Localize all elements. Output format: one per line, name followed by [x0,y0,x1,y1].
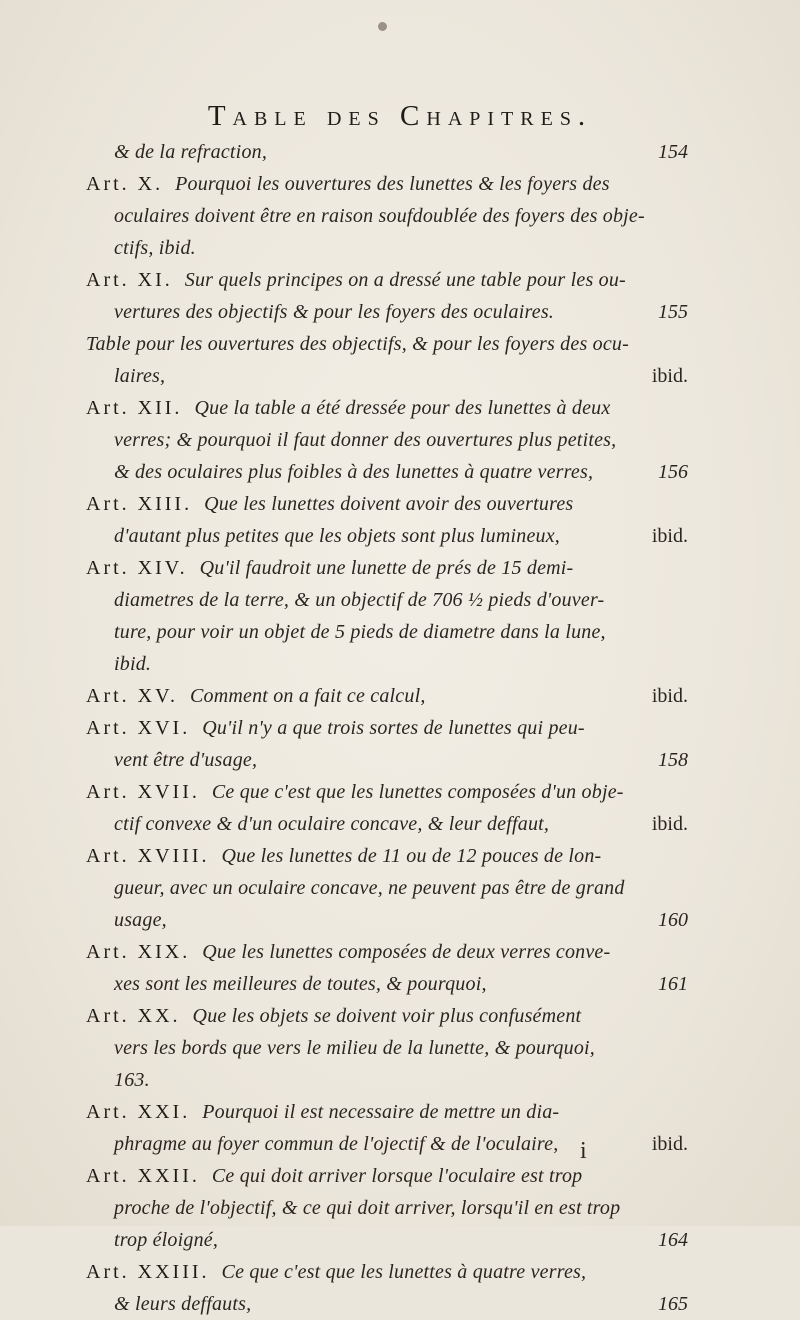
toc-line [86,200,688,232]
page-reference: ibid. [651,813,688,835]
toc-line [86,1032,688,1064]
chapter-text: Que la table a été dressée pour des lunettes à deux [194,397,611,419]
chapter-text: xes sont les meilleures de toutes, & pourquoi, [114,973,487,995]
page-reference: ibid. [651,1133,688,1155]
chapter-text: phragme au foyer commun de l'ojectif & de l'oculaire, [114,1133,559,1155]
toc-line [86,168,688,200]
ink-mark [378,22,387,31]
toc-line [86,808,688,840]
chapter-text: Sur quels principes on a dressé une table pour les ou- [184,269,626,291]
toc-line [86,840,688,872]
chapter-text: & des oculaires plus foibles à des lunettes à quatre verres, [114,461,594,483]
chapter-text: diametres de la terre, & un objectif de 706 ½ pieds d'ouver- [114,589,605,611]
toc-line [86,776,688,808]
page-reference: 160 [658,909,688,931]
toc-line [86,488,688,520]
article-number: Art. X. [86,173,164,195]
chapter-text: Table pour les ouvertures des objectifs, & pour les foyers des ocu- [86,333,629,355]
chapter-text: Ce qui doit arriver lorsque l'oculaire est trop [211,1165,583,1187]
chapter-text: d'autant plus petites que les objets sont plus lumineux, [114,525,560,547]
toc-line [86,552,688,584]
toc-line [86,648,688,680]
toc-line [86,232,688,264]
chapter-text: 163. [114,1069,150,1091]
chapter-text: ctif convexe & d'un oculaire concave, & leur deffaut, [114,813,550,835]
chapter-text: proche de l'objectif, & ce qui doit arriver, lorsqu'il en est trop [114,1197,621,1219]
toc-line [86,680,688,712]
chapter-text: laires, [114,365,166,387]
toc-line [86,968,688,1000]
chapter-text: gueur, avec un oculaire concave, ne peuvent pas être de grand [114,877,625,899]
page-reference: ibid. [651,365,688,387]
page-reference: 158 [658,749,688,771]
chapter-text: Que les objets se doivent voir plus confusément [192,1005,582,1027]
toc-line [86,392,688,424]
toc-line [86,712,688,744]
toc-line [86,136,688,168]
toc-line [86,328,688,360]
article-number: Art. XXIII. [86,1261,210,1283]
chapter-text: Comment on a fait ce calcul, [189,685,426,707]
chapter-text: ture, pour voir un objet de 5 pieds de diametre dans la lune, [114,621,606,643]
article-number: Art. XXI. [86,1101,191,1123]
chapter-text: ibid. [114,653,152,675]
toc-line [86,264,688,296]
chapter-text: & leurs deffauts, [114,1293,252,1315]
toc-line [86,1064,688,1096]
toc-line [86,424,688,456]
toc-line [86,1160,688,1192]
toc-line [86,872,688,904]
chapter-text: vent être d'usage, [114,749,258,771]
chapter-text: vers les bords que vers le milieu de la lunette, & pourquoi, [114,1037,595,1059]
toc-line [86,1096,688,1128]
chapter-text: & de la refraction, [114,141,268,163]
toc-line [86,1000,688,1032]
chapter-text: Que les lunettes de 11 ou de 12 pouces de lon- [221,845,602,867]
chapter-text: Que les lunettes doivent avoir des ouvertures [204,493,574,515]
toc-line [86,584,688,616]
page-title: Table des Chapitres. [207,100,593,132]
toc-line [86,1288,688,1320]
chapter-text: Qu'il n'y a que trois sortes de lunettes qui peu- [202,717,585,739]
article-number: Art. XI. [86,269,173,291]
chapter-text: Ce que c'est que les lunettes à quatre verres, [221,1261,587,1283]
chapter-text: oculaires doivent être en raison soufdoublée des foyers des obje- [114,205,645,227]
toc-line [86,616,688,648]
chapter-text: ctifs, ibid. [114,237,196,259]
chapter-text: Pourquoi il est necessaire de mettre un dia- [202,1101,560,1123]
chapter-text: verres; & pourquoi il faut donner des ouvertures plus petites, [114,429,617,451]
article-number: Art. XIX. [86,941,191,963]
chapter-text: Pourquoi les ouvertures des lunettes & les foyers des [175,173,610,195]
page-reference: 154 [658,141,688,163]
article-number: Art. XIII. [86,493,193,515]
page-reference: 155 [658,301,688,323]
article-number: Art. XVII. [86,781,200,803]
toc-line [86,456,688,488]
chapter-text: trop éloigné, [114,1229,219,1251]
toc-line [86,936,688,968]
chapter-text: Que les lunettes composées de deux verres conve- [202,941,611,963]
article-number: Art. XV. [86,685,178,707]
article-number: Art. XX. [86,1005,181,1027]
page-reference: 156 [658,461,688,483]
toc-line [86,360,688,392]
article-number: Art. XIV. [86,557,188,579]
chapter-text: vertures des objectifs & pour les foyers des oculaires. [114,301,555,323]
page-reference: ibid. [651,525,688,547]
signature-mark: i [580,1138,587,1164]
toc-line [86,1192,688,1224]
toc-line [86,1224,688,1256]
chapter-text: Ce que c'est que les lunettes composées d'un obje- [211,781,624,803]
article-number: Art. XII. [86,397,183,419]
toc-line [86,520,688,552]
page-reference: 165 [658,1293,688,1315]
toc-line [86,744,688,776]
chapter-text: Qu'il faudroit une lunette de prés de 15 demi- [199,557,574,579]
toc-line [86,1128,688,1160]
page-reference: 161 [658,973,688,995]
article-number: Art. XVI. [86,717,191,739]
toc-line [86,296,688,328]
chapter-text: usage, [114,909,167,931]
article-number: Art. XVIII. [86,845,210,867]
toc-line [86,1256,688,1288]
table-of-contents [86,136,688,1320]
page-reference: 164 [658,1229,688,1251]
article-number: Art. XXII. [86,1165,200,1187]
toc-line [86,904,688,936]
page-reference: ibid. [651,685,688,707]
